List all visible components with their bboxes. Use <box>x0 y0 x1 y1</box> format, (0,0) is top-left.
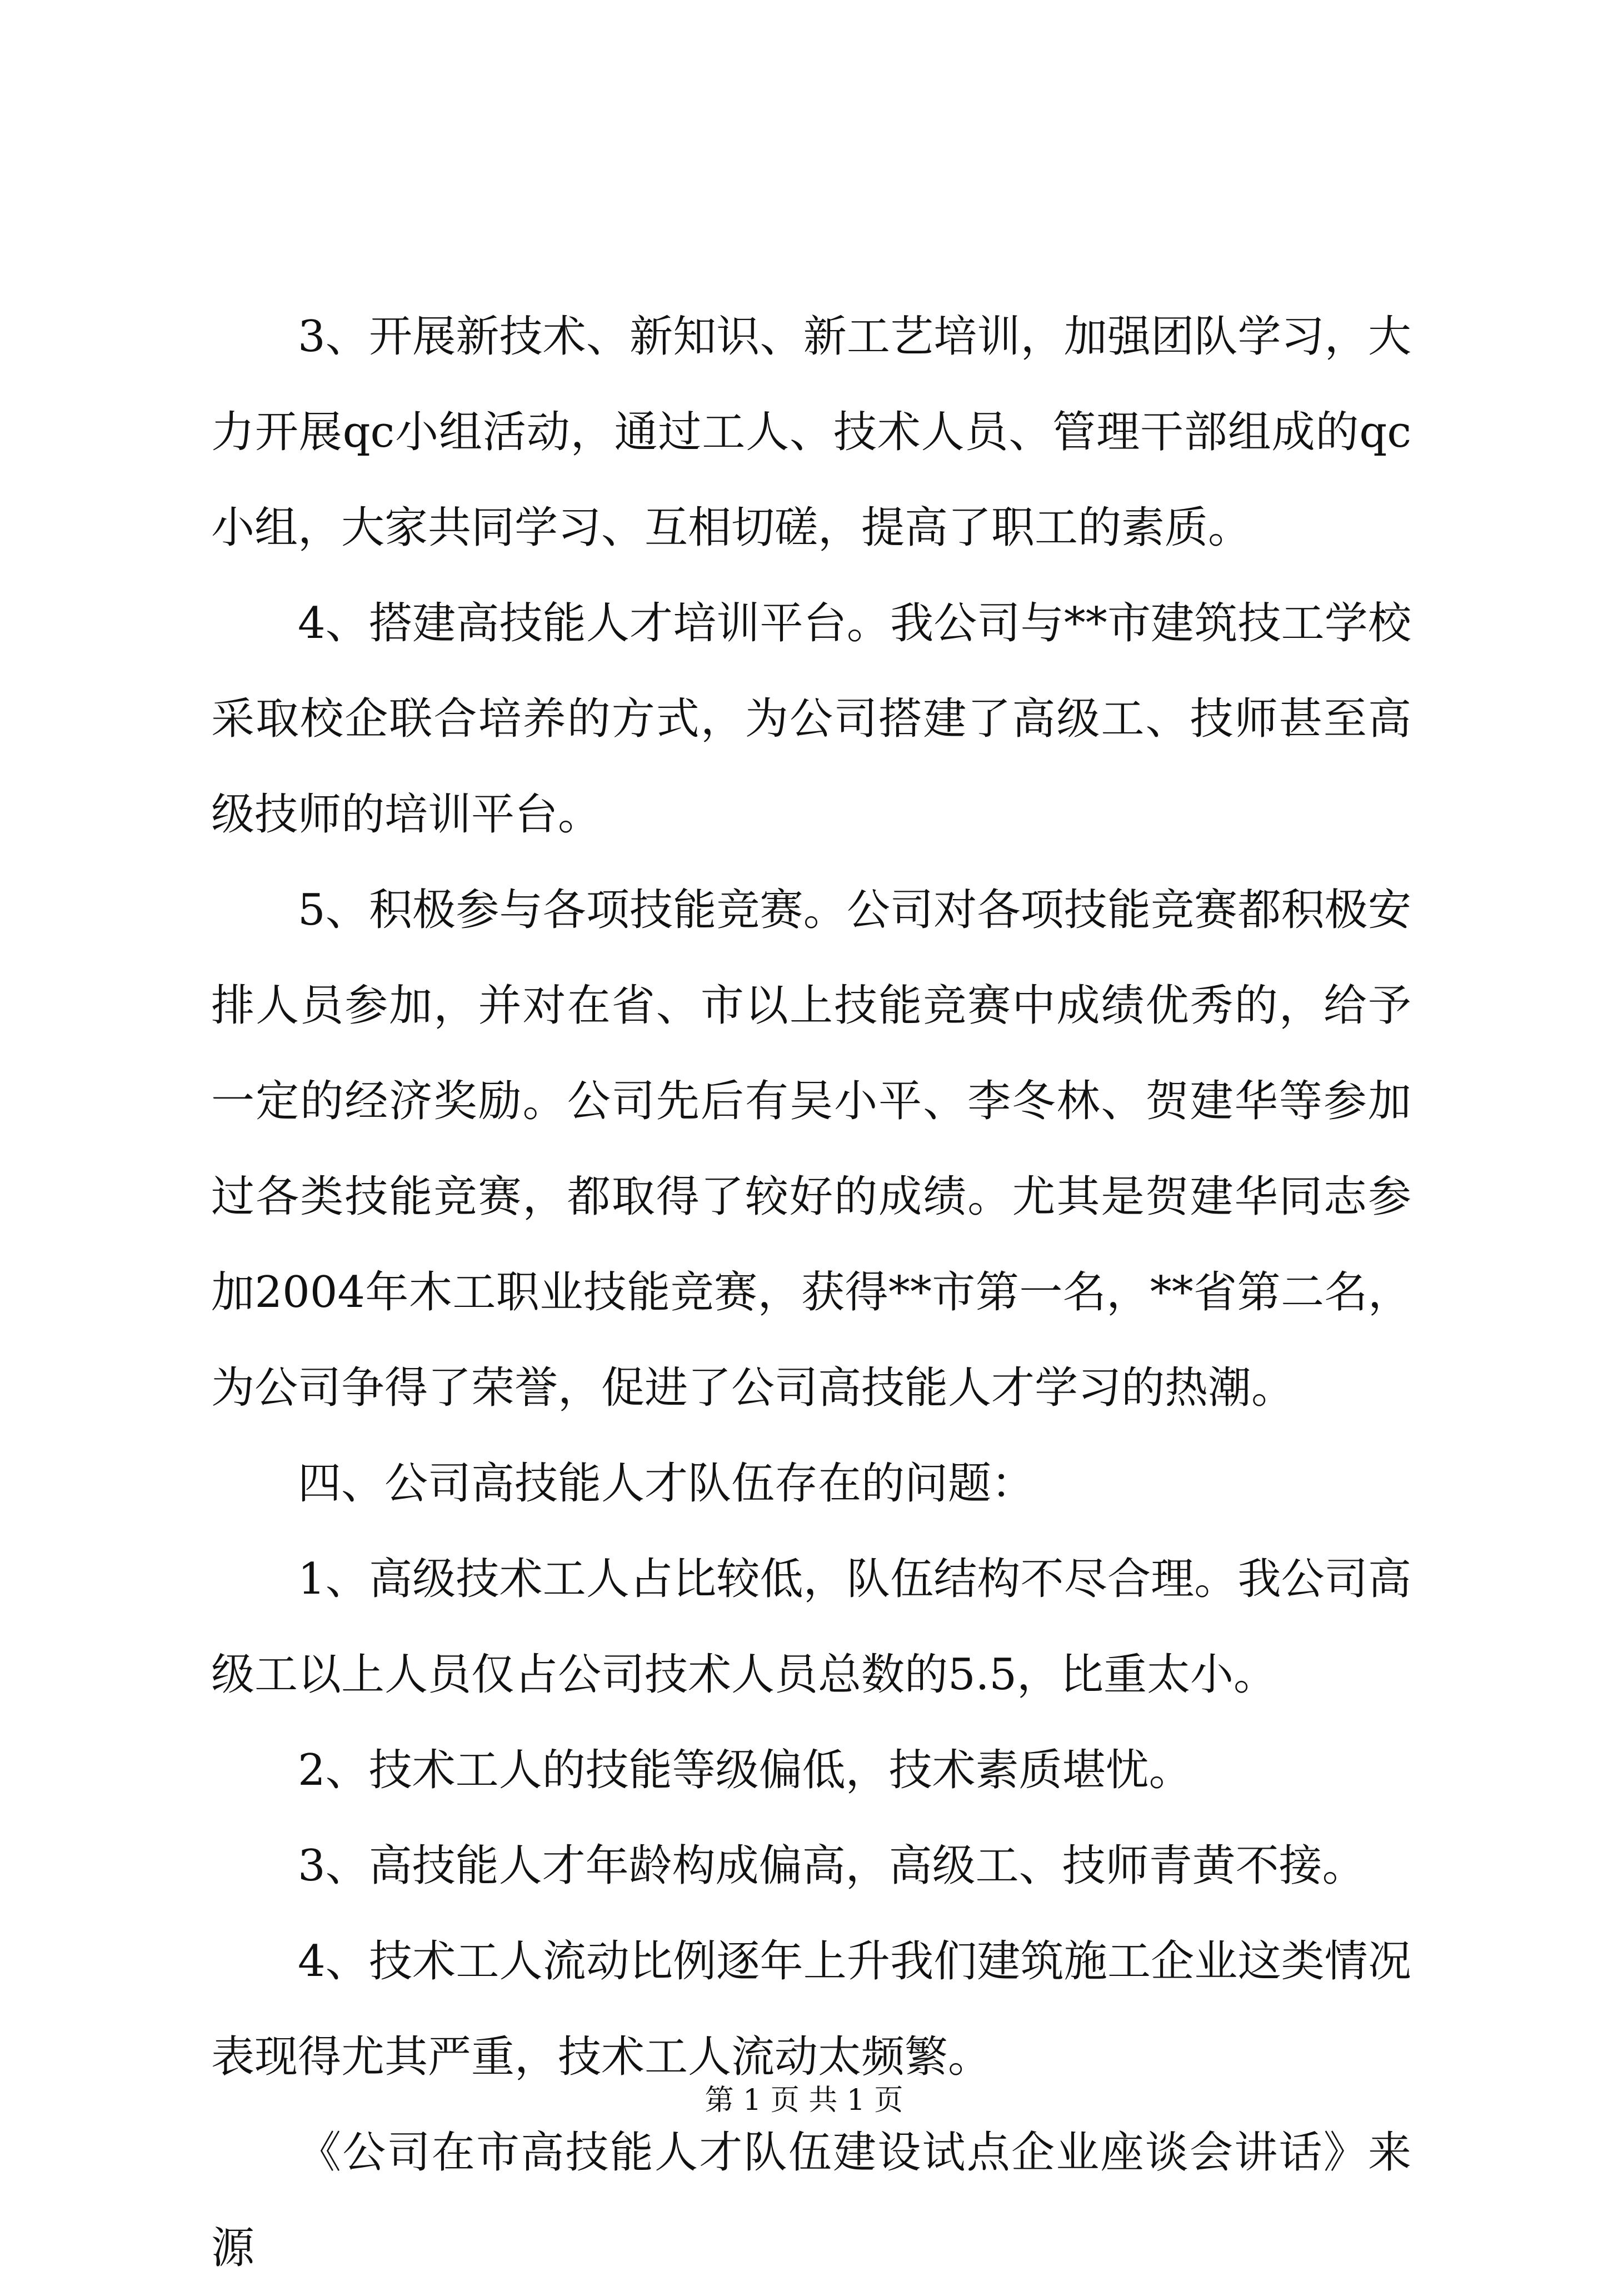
document-body <box>211 289 1411 2296</box>
paragraph-3: 5、积极参与各项技能竞赛。公司对各项技能竞赛都积极安排人员参加，并对在省、市以上技能竞赛中成绩优秀的，给予一定的经济奖励。公司先后有吴小平、李冬林、贺建华等参加过各类技能竞赛，都取得了较好的成绩。尤其是贺建华同志参加2004年木工职业技能竞赛，获得**市第一名，**省第二名，为公司争得了荣誉，促进了公司高技能人才学习的热潮。 <box>211 885 1411 1413</box>
paragraph-4: 1、高级技术工人占比较低，队伍结构不尽合理。我公司高级工以上人员仅占公司技术人员总数的5.5，比重太小。 <box>211 1554 1411 1700</box>
section-heading: 四、公司高技能人才队伍存在的问题： <box>298 1459 1035 1509</box>
paragraph-2: 4、搭建高技能人才培训平台。我公司与**市建筑技工学校采取校企联合培养的方式，为公司搭建了高级工、技师甚至高级技师的培训平台。 <box>211 598 1411 840</box>
page-footer: 第 1 页 共 1 页 <box>705 2084 903 2117</box>
paragraph-1: 3、开展新技术、新知识、新工艺培训，加强团队学习，大力开展qc小组活动，通过工人、技术人员、管理干部组成的qc小组，大家共同学习、互相切磋，提高了职工的素质。 <box>211 312 1411 553</box>
paragraph-6: 3、高技能人才年龄构成偏高，高级工、技师青黄不接。 <box>298 1841 1366 1891</box>
paragraph-7: 4、技术工人流动比例逐年上升我们建筑施工企业这类情况表现得尤其严重，技术工人流动太频繁。 <box>211 1936 1411 2082</box>
paragraph-5: 2、技术工人的技能等级偏低，技术素质堪忧。 <box>298 1745 1192 1795</box>
source-line: 《公司在市高技能人才队伍建设试点企业座谈会讲话》来源 <box>211 2128 1411 2273</box>
